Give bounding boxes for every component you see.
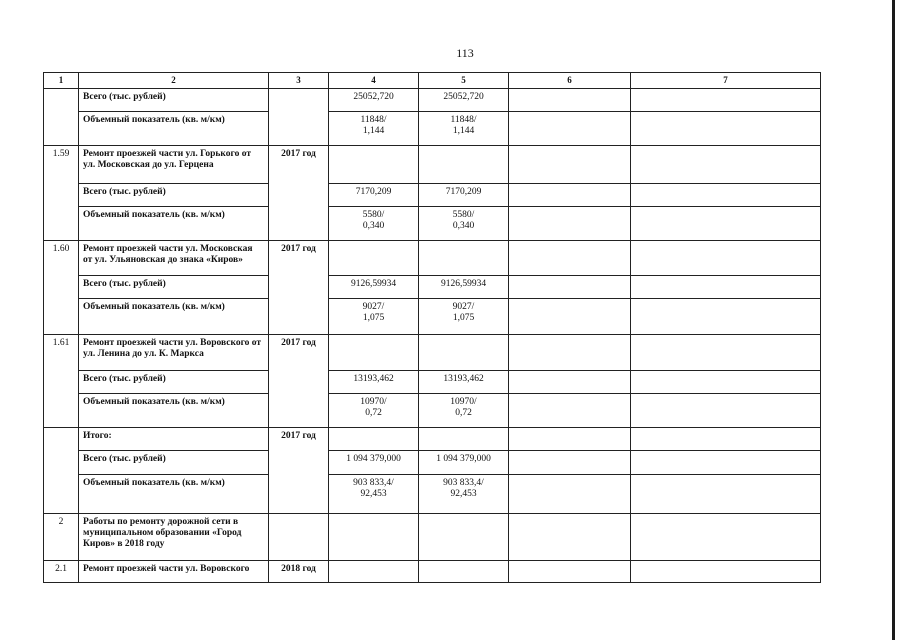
- volume-col-5: [419, 475, 509, 514]
- item-title: Работы по ремонту дорожной сети в муниципальном образовании «Город Киров» в 2018 году: [79, 514, 269, 561]
- table-row: [44, 207, 821, 241]
- volume-area: 11848/: [360, 115, 387, 125]
- table-row: [44, 475, 821, 514]
- cell-empty: [509, 146, 631, 184]
- total-col-5: 7170,209: [419, 184, 509, 207]
- total-label: Всего (тыс. рублей): [79, 89, 269, 112]
- volume-length: 0,72: [365, 408, 382, 418]
- volume-col-4: [329, 112, 419, 146]
- cell-empty: [329, 146, 419, 184]
- volume-label: Объемный показатель (кв. м/км): [79, 207, 269, 241]
- cell-empty: [509, 241, 631, 276]
- table-row: [44, 394, 821, 428]
- cell-empty: [419, 561, 509, 583]
- item-title: Ремонт проезжей части ул. Воровского от ул. Ленина до ул. К. Маркса: [79, 335, 269, 371]
- table-row: [44, 514, 821, 561]
- table-row: [44, 112, 821, 146]
- table-header-row: [44, 73, 821, 89]
- cell-empty: [419, 335, 509, 371]
- volume-col-5: [419, 112, 509, 146]
- cell-empty: [269, 514, 329, 561]
- table-row: [44, 371, 821, 394]
- total-col-5: 25052,720: [419, 89, 509, 112]
- cell-empty: [329, 428, 419, 451]
- cell-empty: [509, 299, 631, 335]
- cell-empty: [509, 428, 631, 451]
- budget-table: [43, 72, 821, 583]
- cell-empty: [631, 371, 821, 394]
- table-row: [44, 89, 821, 112]
- item-year: 2017 год: [269, 146, 329, 241]
- cell-empty: [631, 299, 821, 335]
- header-col-7: 7: [631, 73, 821, 89]
- item-title: Ремонт проезжей части ул. Горького от ул. Московская до ул. Герцена: [79, 146, 269, 184]
- item-year: 2017 год: [269, 241, 329, 335]
- header-col-6: 6: [509, 73, 631, 89]
- volume-col-4: [329, 299, 419, 335]
- cell-empty: [509, 451, 631, 475]
- total-col-4: 9126,59934: [329, 276, 419, 299]
- header-col-1: 1: [44, 73, 79, 89]
- volume-length: 1,075: [452, 313, 475, 323]
- cell-empty: [631, 475, 821, 514]
- cell-empty: [631, 428, 821, 451]
- volume-col-5: [419, 299, 509, 335]
- volume-length: 0,340: [362, 221, 385, 231]
- cell-empty: [509, 561, 631, 583]
- item-number: 1.60: [44, 241, 79, 335]
- cell-empty: [419, 241, 509, 276]
- cell-empty: [509, 207, 631, 241]
- volume-col-5: [419, 394, 509, 428]
- cell-empty: [631, 241, 821, 276]
- table-row: [44, 451, 821, 475]
- total-label: Всего (тыс. рублей): [79, 371, 269, 394]
- table-row: [44, 146, 821, 184]
- cell-empty: [631, 112, 821, 146]
- table-row: [44, 335, 821, 371]
- volume-length: 1,075: [362, 313, 385, 323]
- total-col-4: 1 094 379,000: [329, 451, 419, 475]
- item-year: 2018 год: [269, 561, 329, 583]
- cell-empty: [631, 146, 821, 184]
- volume-area: 903 833,4/: [353, 478, 394, 488]
- item-number: 1.61: [44, 335, 79, 428]
- total-col-5: 9126,59934: [419, 276, 509, 299]
- header-col-5: 5: [419, 73, 509, 89]
- volume-area: 11848/: [450, 115, 477, 125]
- item-title: Ремонт проезжей части ул. Воровского: [79, 561, 269, 583]
- cell-empty: [329, 561, 419, 583]
- cell-empty: [631, 514, 821, 561]
- total-col-4: 13193,462: [329, 371, 419, 394]
- cell-empty: [631, 276, 821, 299]
- volume-area: 5580/: [452, 210, 475, 220]
- cell-empty: [269, 89, 329, 146]
- volume-label: Объемный показатель (кв. м/км): [79, 394, 269, 428]
- volume-col-4: [329, 207, 419, 241]
- cell-empty: [419, 146, 509, 184]
- cell-empty: [419, 428, 509, 451]
- cell-empty: [631, 207, 821, 241]
- header-col-2: 2: [79, 73, 269, 89]
- cell-empty: [509, 335, 631, 371]
- table-row: [44, 184, 821, 207]
- total-col-5: 1 094 379,000: [419, 451, 509, 475]
- cell-empty: [44, 89, 79, 146]
- scan-edge-line: [892, 0, 895, 640]
- item-title: Ремонт проезжей части ул. Московская от ул. Ульяновская до знака «Киров»: [79, 241, 269, 276]
- cell-empty: [509, 394, 631, 428]
- table-row: [44, 276, 821, 299]
- cell-empty: [631, 451, 821, 475]
- item-year: 2017 год: [269, 428, 329, 514]
- item-number: 2.1: [44, 561, 79, 583]
- volume-length: 0,72: [455, 408, 472, 418]
- cell-empty: [631, 184, 821, 207]
- volume-col-5: [419, 207, 509, 241]
- total-col-4: 7170,209: [329, 184, 419, 207]
- total-label: Всего (тыс. рублей): [79, 451, 269, 475]
- volume-area: 903 833,4/: [443, 478, 484, 488]
- total-label: Всего (тыс. рублей): [79, 184, 269, 207]
- cell-empty: [509, 475, 631, 514]
- volume-area: 9027/: [452, 302, 475, 312]
- volume-label: Объемный показатель (кв. м/км): [79, 112, 269, 146]
- item-number: 2: [44, 514, 79, 561]
- volume-area: 5580/: [362, 210, 385, 220]
- volume-label: Объемный показатель (кв. м/км): [79, 475, 269, 514]
- volume-length: 1,144: [452, 126, 475, 136]
- total-label: Всего (тыс. рублей): [79, 276, 269, 299]
- cell-empty: [509, 514, 631, 561]
- cell-empty: [44, 428, 79, 514]
- item-number: 1.59: [44, 146, 79, 241]
- volume-area: 10970/: [450, 397, 477, 407]
- item-year: 2017 год: [269, 335, 329, 428]
- cell-empty: [329, 335, 419, 371]
- table-row: [44, 428, 821, 451]
- volume-length: 92,453: [450, 489, 477, 499]
- cell-empty: [509, 112, 631, 146]
- cell-empty: [509, 89, 631, 112]
- cell-empty: [329, 241, 419, 276]
- cell-empty: [631, 335, 821, 371]
- cell-empty: [631, 89, 821, 112]
- volume-length: 0,340: [452, 221, 475, 231]
- volume-label: Объемный показатель (кв. м/км): [79, 299, 269, 335]
- volume-length: 92,453: [360, 489, 387, 499]
- table-row: [44, 241, 821, 276]
- cell-empty: [631, 394, 821, 428]
- volume-col-4: [329, 394, 419, 428]
- volume-length: 1,144: [362, 126, 385, 136]
- cell-empty: [509, 184, 631, 207]
- header-col-4: 4: [329, 73, 419, 89]
- total-col-5: 13193,462: [419, 371, 509, 394]
- total-col-4: 25052,720: [329, 89, 419, 112]
- cell-empty: [631, 561, 821, 583]
- volume-area: 9027/: [362, 302, 385, 312]
- page-number: 113: [456, 46, 474, 60]
- cell-empty: [419, 514, 509, 561]
- cell-empty: [509, 276, 631, 299]
- cell-empty: [509, 371, 631, 394]
- header-col-3: 3: [269, 73, 329, 89]
- itogo-label: Итого:: [79, 428, 269, 451]
- cell-empty: [329, 514, 419, 561]
- table-row: [44, 299, 821, 335]
- table-row: [44, 561, 821, 583]
- volume-col-4: [329, 475, 419, 514]
- volume-area: 10970/: [360, 397, 387, 407]
